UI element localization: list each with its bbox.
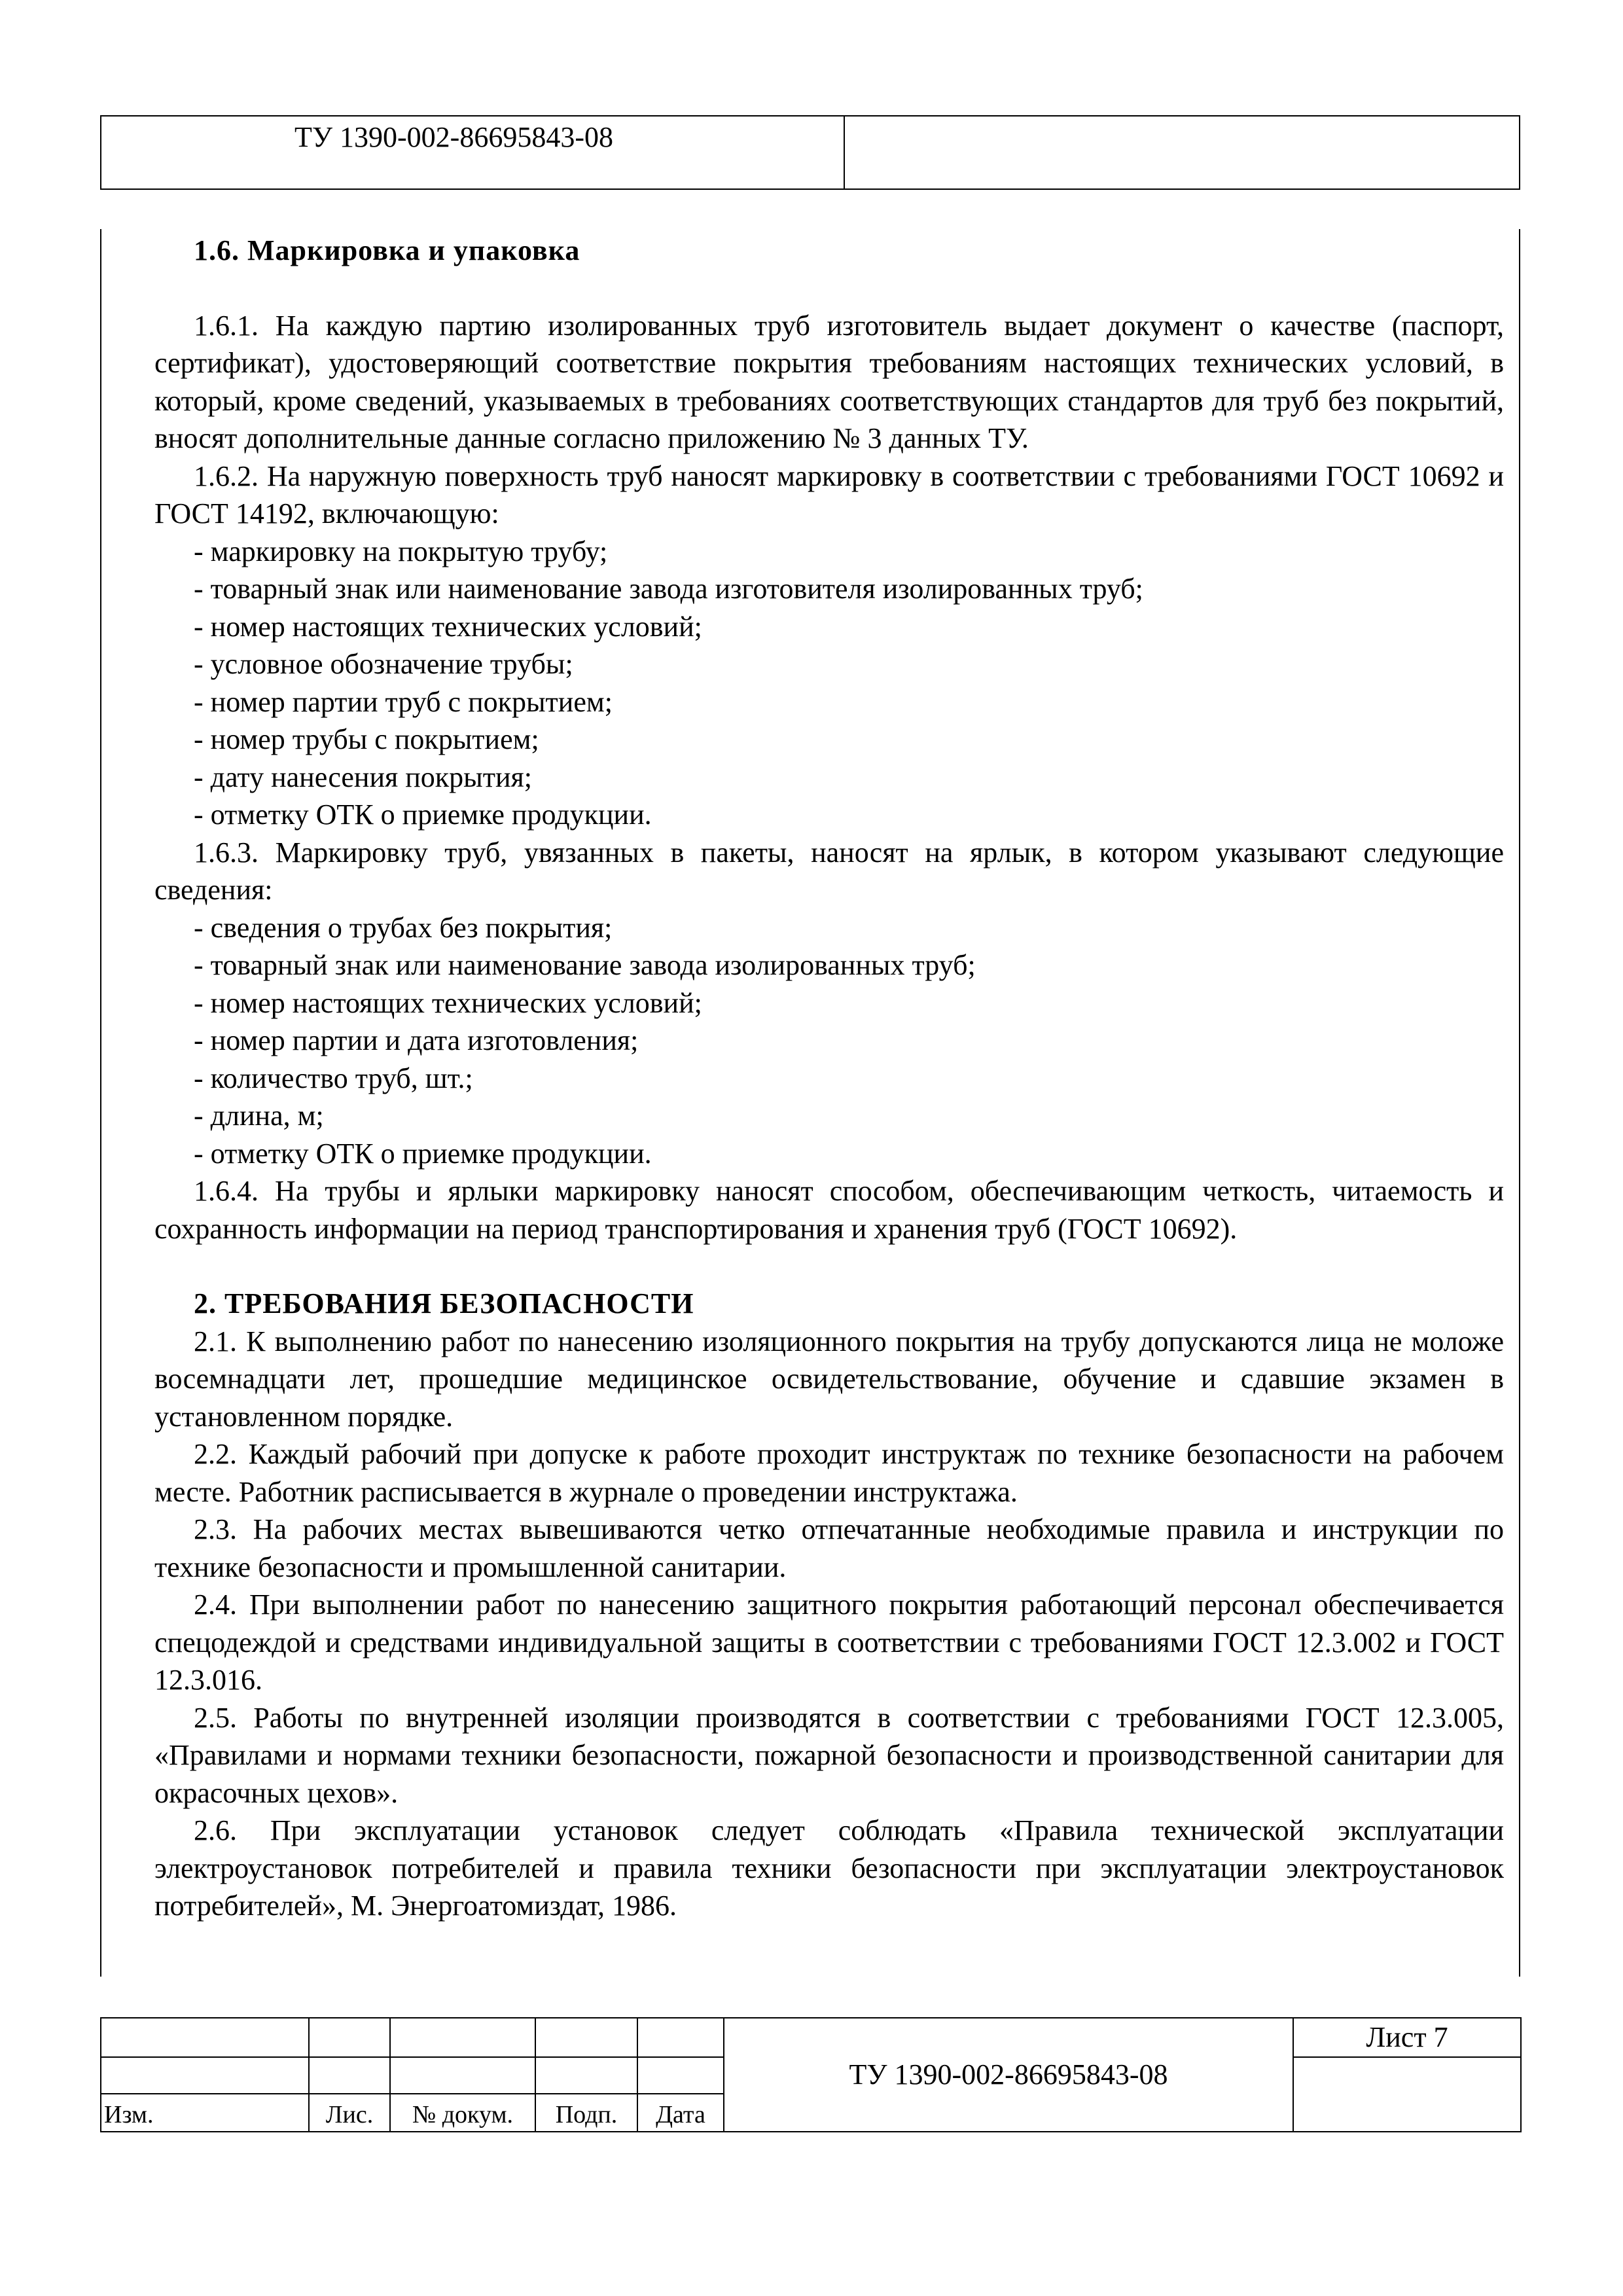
list-item: - условное обозначение трубы;: [194, 648, 573, 680]
title-block-cell: [637, 2057, 724, 2094]
paragraph-1-6-3: 1.6.3. Маркировку труб, увязанных в пакеты, наносят на ярлык, в котором указывают следующие сведения:: [154, 836, 1504, 906]
title-block-cell: [535, 2057, 637, 2094]
title-block-cell: [390, 2018, 535, 2057]
title-block-cell: [309, 2018, 390, 2057]
paragraph-2-3: 2.3. На рабочих местах вывешиваются четко отпечатанные необходимые правила и инструкции по технике безопасности и промышленной санитарии.: [154, 1513, 1504, 1583]
list-item: - количество труб, шт.;: [194, 1062, 473, 1094]
title-block: [100, 2017, 1522, 2132]
paragraph-2-4: 2.4. При выполнении работ по нанесению защитного покрытия работающий персонал обеспечивается спецодеждой и средствами индивидуальной защиты в соответствии с требованиями ГОСТ 12.3.002 и ГОСТ 12.3.016.: [154, 1588, 1504, 1696]
header-left-cell: [101, 117, 845, 188]
list-item: - номер партии и дата изготовления;: [194, 1024, 639, 1056]
title-block-date-label: Дата: [637, 2094, 724, 2132]
header-frame: [100, 115, 1520, 190]
frame-right-border: [1519, 229, 1520, 1977]
paragraph-1-6-2: 1.6.2. На наружную поверхность труб наносят маркировку в соответствии с требованиями ГОСТ 10692 и ГОСТ 14192, включающую:: [154, 459, 1504, 529]
title-block-sheet-number-cell: [1293, 2057, 1521, 2132]
title-block-doc-label: № докум.: [390, 2094, 535, 2132]
section-1-6-title: 1.6. Маркировка и упаковка: [194, 234, 580, 266]
list-item: - маркировку на покрытую трубу;: [194, 535, 608, 567]
title-block-sheet: Лист 7: [1293, 2018, 1521, 2057]
title-block-list-label: Лис.: [309, 2094, 390, 2132]
list-item: - товарный знак или наименование завода изолированных труб;: [194, 949, 976, 981]
list-item: - отметку ОТК о приемке продукции.: [194, 798, 652, 831]
paragraph-1-6-1: 1.6.1. На каждую партию изолированных труб изготовитель выдает документ о качестве (паспорт, сертификат), удостоверяющий соответствие покрытия требованиям настоящих технических условий, в который, кроме сведений, указываемых в требованиях соответствующих стандартов для труб без покрытий, вносят дополнительные данные согласно приложению № 3 данных ТУ.: [154, 309, 1504, 454]
list-item: - длина, м;: [194, 1100, 324, 1132]
frame-left-border: [100, 229, 101, 1977]
title-block-cell: [101, 2057, 309, 2094]
title-block-cell: [390, 2057, 535, 2094]
title-block-cell: [535, 2018, 637, 2057]
section-2-title: 2. ТРЕБОВАНИЯ БЕЗОПАСНОСТИ: [194, 1287, 694, 1319]
title-block-sign-label: Подп.: [535, 2094, 637, 2132]
list-item: - товарный знак или наименование завода изготовителя изолированных труб;: [194, 573, 1143, 605]
list-item: - номер настоящих технических условий;: [194, 986, 702, 1019]
list-item: - номер настоящих технических условий;: [194, 610, 702, 643]
list-item: - номер партии труб с покрытием;: [194, 685, 613, 718]
header-right-cell: [845, 117, 1519, 188]
page-content: [154, 232, 1504, 1925]
paragraph-1-6-4: 1.6.4. На трубы и ярлыки маркировку наносят способом, обеспечивающим четкость, читаемость и сохранность информации на период транспортирования и хранения труб (ГОСТ 10692).: [154, 1175, 1504, 1245]
paragraph-2-2: 2.2. Каждый рабочий при допуске к работе проходит инструктаж по технике безопасности на рабочем месте. Работник расписывается в журнале о проведении инструктажа.: [154, 1438, 1504, 1508]
paragraph-2-1: 2.1. К выполнению работ по нанесению изоляционного покрытия на трубу допускаются лица не моложе восемнадцати лет, прошедшие медицинское освидетельствование, обучение и сдавшие экзамен в установленном порядке.: [154, 1325, 1504, 1433]
list-item: - сведения о трубах без покрытия;: [194, 911, 613, 944]
list-item: - номер трубы с покрытием;: [194, 723, 539, 755]
title-block-cell: [637, 2018, 724, 2057]
title-block-cell: [309, 2057, 390, 2094]
paragraph-2-6: 2.6. При эксплуатации установок следует соблюдать «Правила технической эксплуатации электроустановок потребителей и правила техники безопасности при эксплуатации электроустановок потребителей», М. Энергоатомиздат, 1986.: [154, 1814, 1504, 1922]
header-doc-code: ТУ 1390-002-86695843-08: [294, 121, 613, 153]
title-block-cell: [101, 2018, 309, 2057]
paragraph-2-5: 2.5. Работы по внутренней изоляции производятся в соответствии с требованиями ГОСТ 12.3.005, «Правилами и нормами техники безопасности, пожарной безопасности и производственной санитарии для окрасочных цехов».: [154, 1701, 1504, 1809]
title-block-izm-label: Изм.: [101, 2094, 309, 2132]
list-item: - отметку ОТК о приемке продукции.: [194, 1137, 652, 1170]
list-item: - дату нанесения покрытия;: [194, 761, 532, 793]
title-block-doc-code: ТУ 1390-002-86695843-08: [724, 2018, 1293, 2132]
